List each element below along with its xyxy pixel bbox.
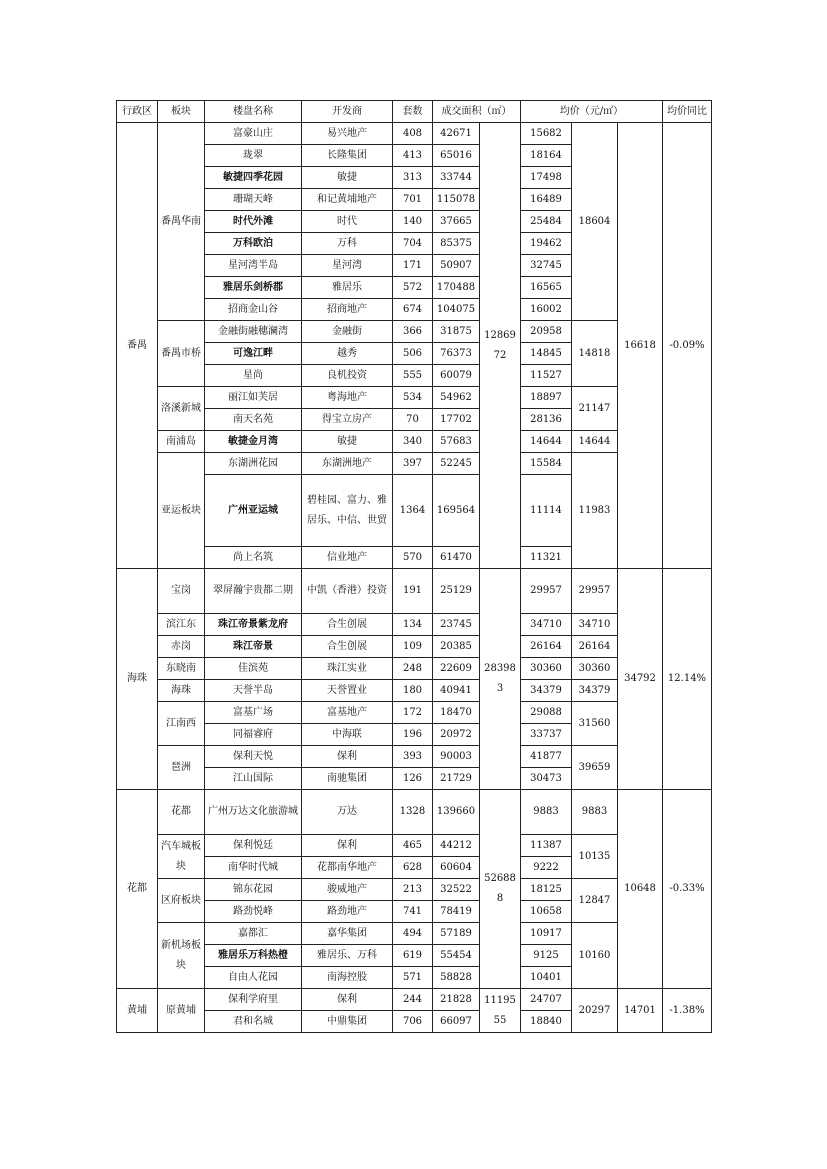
area-cell: 31875 bbox=[433, 321, 480, 343]
area-cell: 90003 bbox=[433, 746, 480, 768]
table-row bbox=[117, 123, 712, 145]
project-name-cell: 佳滨苑 bbox=[205, 658, 302, 680]
project-name-cell: 时代外滩 bbox=[205, 211, 302, 233]
developer-cell: 碧桂园、富力、雅居乐、中信、世贸 bbox=[302, 475, 393, 547]
units-cell: 413 bbox=[393, 145, 433, 167]
area-cell: 85375 bbox=[433, 233, 480, 255]
units-cell: 619 bbox=[393, 945, 433, 967]
project-price-cell: 18897 bbox=[521, 387, 572, 409]
area-cell: 54962 bbox=[433, 387, 480, 409]
area-cell: 76373 bbox=[433, 343, 480, 365]
units-cell: 191 bbox=[393, 569, 433, 614]
block-avg-price-cell: 12847 bbox=[572, 879, 618, 923]
project-name-cell: 江山国际 bbox=[205, 768, 302, 790]
units-cell: 140 bbox=[393, 211, 433, 233]
block-cell: 琶洲 bbox=[158, 746, 205, 790]
units-cell: 134 bbox=[393, 614, 433, 636]
project-price-cell: 16489 bbox=[521, 189, 572, 211]
project-price-cell: 17498 bbox=[521, 167, 572, 189]
project-name-cell: 自由人花园 bbox=[205, 967, 302, 989]
area-cell: 42671 bbox=[433, 123, 480, 145]
area-cell: 61470 bbox=[433, 547, 480, 569]
block-cell: 番禺市桥 bbox=[158, 321, 205, 387]
developer-cell: 易兴地产 bbox=[302, 123, 393, 145]
block-avg-price-cell: 20297 bbox=[572, 989, 618, 1033]
developer-cell: 花都南华地产 bbox=[302, 857, 393, 879]
block-cell: 海珠 bbox=[158, 680, 205, 702]
developer-cell: 珠江实业 bbox=[302, 658, 393, 680]
header-avg-price: 均价（元/㎡） bbox=[521, 101, 663, 123]
units-cell: 1364 bbox=[393, 475, 433, 547]
header-units: 套数 bbox=[393, 101, 433, 123]
area-cell: 40941 bbox=[433, 680, 480, 702]
units-cell: 397 bbox=[393, 453, 433, 475]
developer-cell: 越秀 bbox=[302, 343, 393, 365]
header-block: 板块 bbox=[158, 101, 205, 123]
project-name-cell: 君和名城 bbox=[205, 1011, 302, 1033]
project-price-cell: 41877 bbox=[521, 746, 572, 768]
units-cell: 180 bbox=[393, 680, 433, 702]
units-cell: 244 bbox=[393, 989, 433, 1011]
project-price-cell: 24707 bbox=[521, 989, 572, 1011]
block-cell: 赤岗 bbox=[158, 636, 205, 658]
header-district: 行政区 bbox=[117, 101, 158, 123]
project-name-cell: 金融街融穗澜湾 bbox=[205, 321, 302, 343]
units-cell: 704 bbox=[393, 233, 433, 255]
units-cell: 674 bbox=[393, 299, 433, 321]
units-cell: 628 bbox=[393, 857, 433, 879]
developer-cell: 和记黄埔地产 bbox=[302, 189, 393, 211]
project-price-cell: 11321 bbox=[521, 547, 572, 569]
header-developer: 开发商 bbox=[302, 101, 393, 123]
project-price-cell: 32745 bbox=[521, 255, 572, 277]
district-yoy-cell: -1.38% bbox=[663, 989, 712, 1033]
project-name-cell: 保利悦廷 bbox=[205, 835, 302, 857]
units-cell: 313 bbox=[393, 167, 433, 189]
project-name-cell: 敏捷金月湾 bbox=[205, 431, 302, 453]
project-price-cell: 18840 bbox=[521, 1011, 572, 1033]
project-name-cell: 南天名苑 bbox=[205, 409, 302, 431]
block-cell: 原黄埔 bbox=[158, 989, 205, 1033]
block-cell: 滨江东 bbox=[158, 614, 205, 636]
block-cell: 南浦岛 bbox=[158, 431, 205, 453]
project-price-cell: 9222 bbox=[521, 857, 572, 879]
district-area-total-cell: 1119555 bbox=[480, 989, 521, 1033]
district-avg-price-cell: 14701 bbox=[618, 989, 663, 1033]
district-cell: 黄埔 bbox=[117, 989, 158, 1033]
developer-cell: 南海控股 bbox=[302, 967, 393, 989]
units-cell: 494 bbox=[393, 923, 433, 945]
project-name-cell: 敏捷四季花园 bbox=[205, 167, 302, 189]
block-avg-price-cell: 11983 bbox=[572, 453, 618, 569]
project-price-cell: 20958 bbox=[521, 321, 572, 343]
developer-cell: 合生创展 bbox=[302, 636, 393, 658]
project-price-cell: 34379 bbox=[521, 680, 572, 702]
project-price-cell: 14644 bbox=[521, 431, 572, 453]
block-avg-price-cell: 34379 bbox=[572, 680, 618, 702]
district-yoy-cell: 12.14% bbox=[663, 569, 712, 790]
project-name-cell: 招商金山谷 bbox=[205, 299, 302, 321]
block-avg-price-cell: 39659 bbox=[572, 746, 618, 790]
district-yoy-cell: -0.33% bbox=[663, 790, 712, 989]
district-avg-price-cell: 10648 bbox=[618, 790, 663, 989]
units-cell: 408 bbox=[393, 123, 433, 145]
developer-cell: 得宝立房产 bbox=[302, 409, 393, 431]
units-cell: 126 bbox=[393, 768, 433, 790]
project-price-cell: 9125 bbox=[521, 945, 572, 967]
project-name-cell: 万科欧泊 bbox=[205, 233, 302, 255]
area-cell: 60079 bbox=[433, 365, 480, 387]
developer-cell: 雅居乐、万科 bbox=[302, 945, 393, 967]
block-avg-price-cell: 26164 bbox=[572, 636, 618, 658]
units-cell: 109 bbox=[393, 636, 433, 658]
district-cell: 花都 bbox=[117, 790, 158, 989]
area-cell: 60604 bbox=[433, 857, 480, 879]
table-row bbox=[117, 989, 712, 1011]
area-cell: 21729 bbox=[433, 768, 480, 790]
project-name-cell: 路劲悦峰 bbox=[205, 901, 302, 923]
units-cell: 1328 bbox=[393, 790, 433, 835]
block-avg-price-cell: 10160 bbox=[572, 923, 618, 989]
units-cell: 248 bbox=[393, 658, 433, 680]
developer-cell: 长隆集团 bbox=[302, 145, 393, 167]
block-avg-price-cell: 29957 bbox=[572, 569, 618, 614]
header-area: 成交面积（㎡） bbox=[433, 101, 521, 123]
developer-cell: 中凯（香港）投资 bbox=[302, 569, 393, 614]
district-yoy-cell: -0.09% bbox=[663, 123, 712, 569]
units-cell: 706 bbox=[393, 1011, 433, 1033]
block-avg-price-cell: 14644 bbox=[572, 431, 618, 453]
units-cell: 366 bbox=[393, 321, 433, 343]
area-cell: 57683 bbox=[433, 431, 480, 453]
developer-cell: 东湖洲地产 bbox=[302, 453, 393, 475]
district-cell: 海珠 bbox=[117, 569, 158, 790]
developer-cell: 雅居乐 bbox=[302, 277, 393, 299]
district-area-total-cell: 526888 bbox=[480, 790, 521, 989]
project-name-cell: 珑翠 bbox=[205, 145, 302, 167]
project-price-cell: 29957 bbox=[521, 569, 572, 614]
block-avg-price-cell: 30360 bbox=[572, 658, 618, 680]
block-cell: 番禺华南 bbox=[158, 123, 205, 321]
project-price-cell: 18125 bbox=[521, 879, 572, 901]
area-cell: 20385 bbox=[433, 636, 480, 658]
area-cell: 17702 bbox=[433, 409, 480, 431]
project-price-cell: 14845 bbox=[521, 343, 572, 365]
units-cell: 171 bbox=[393, 255, 433, 277]
developer-cell: 万科 bbox=[302, 233, 393, 255]
units-cell: 172 bbox=[393, 702, 433, 724]
project-price-cell: 29088 bbox=[521, 702, 572, 724]
block-cell: 江南西 bbox=[158, 702, 205, 746]
units-cell: 213 bbox=[393, 879, 433, 901]
units-cell: 572 bbox=[393, 277, 433, 299]
project-name-cell: 星河湾半岛 bbox=[205, 255, 302, 277]
area-cell: 22609 bbox=[433, 658, 480, 680]
block-avg-price-cell: 21147 bbox=[572, 387, 618, 431]
project-name-cell: 保利天悦 bbox=[205, 746, 302, 768]
block-cell: 花都 bbox=[158, 790, 205, 835]
project-name-cell: 星尚 bbox=[205, 365, 302, 387]
area-cell: 104075 bbox=[433, 299, 480, 321]
units-cell: 196 bbox=[393, 724, 433, 746]
developer-cell: 时代 bbox=[302, 211, 393, 233]
district-avg-price-cell: 16618 bbox=[618, 123, 663, 569]
developer-cell: 敏捷 bbox=[302, 167, 393, 189]
developer-cell: 保利 bbox=[302, 989, 393, 1011]
developer-cell: 中海联 bbox=[302, 724, 393, 746]
area-cell: 55454 bbox=[433, 945, 480, 967]
developer-cell: 星河湾 bbox=[302, 255, 393, 277]
block-cell: 东晓南 bbox=[158, 658, 205, 680]
block-cell: 洛溪新城 bbox=[158, 387, 205, 431]
header-yoy: 均价同比 bbox=[663, 101, 712, 123]
area-cell: 139660 bbox=[433, 790, 480, 835]
project-name-cell: 同福睿府 bbox=[205, 724, 302, 746]
area-cell: 18470 bbox=[433, 702, 480, 724]
project-price-cell: 10658 bbox=[521, 901, 572, 923]
developer-cell: 粤海地产 bbox=[302, 387, 393, 409]
developer-cell: 合生创展 bbox=[302, 614, 393, 636]
units-cell: 555 bbox=[393, 365, 433, 387]
project-name-cell: 珠江帝景 bbox=[205, 636, 302, 658]
block-avg-price-cell: 18604 bbox=[572, 123, 618, 321]
project-price-cell: 26164 bbox=[521, 636, 572, 658]
project-name-cell: 雅居乐万科热橙 bbox=[205, 945, 302, 967]
table-row bbox=[117, 569, 712, 614]
district-area-total-cell: 283983 bbox=[480, 569, 521, 790]
block-avg-price-cell: 10135 bbox=[572, 835, 618, 879]
area-cell: 52245 bbox=[433, 453, 480, 475]
developer-cell: 万达 bbox=[302, 790, 393, 835]
units-cell: 571 bbox=[393, 967, 433, 989]
developer-cell: 路劲地产 bbox=[302, 901, 393, 923]
area-cell: 169564 bbox=[433, 475, 480, 547]
block-cell: 亚运板块 bbox=[158, 453, 205, 569]
project-price-cell: 16002 bbox=[521, 299, 572, 321]
developer-cell: 骏威地产 bbox=[302, 879, 393, 901]
developer-cell: 南驰集团 bbox=[302, 768, 393, 790]
area-cell: 115078 bbox=[433, 189, 480, 211]
developer-cell: 金融街 bbox=[302, 321, 393, 343]
project-name-cell: 珠江帝景紫龙府 bbox=[205, 614, 302, 636]
area-cell: 33744 bbox=[433, 167, 480, 189]
units-cell: 701 bbox=[393, 189, 433, 211]
units-cell: 534 bbox=[393, 387, 433, 409]
units-cell: 340 bbox=[393, 431, 433, 453]
block-cell: 新机场板块 bbox=[158, 923, 205, 989]
area-cell: 32522 bbox=[433, 879, 480, 901]
developer-cell: 富基地产 bbox=[302, 702, 393, 724]
project-name-cell: 珊瑚天峰 bbox=[205, 189, 302, 211]
area-cell: 37665 bbox=[433, 211, 480, 233]
developer-cell: 保利 bbox=[302, 746, 393, 768]
project-price-cell: 30360 bbox=[521, 658, 572, 680]
project-price-cell: 25484 bbox=[521, 211, 572, 233]
project-price-cell: 11114 bbox=[521, 475, 572, 547]
area-cell: 20972 bbox=[433, 724, 480, 746]
project-price-cell: 28136 bbox=[521, 409, 572, 431]
project-name-cell: 富豪山庄 bbox=[205, 123, 302, 145]
developer-cell: 中鼎集团 bbox=[302, 1011, 393, 1033]
area-cell: 21828 bbox=[433, 989, 480, 1011]
project-name-cell: 可逸江畔 bbox=[205, 343, 302, 365]
developer-cell: 嘉华集团 bbox=[302, 923, 393, 945]
developer-cell: 招商地产 bbox=[302, 299, 393, 321]
project-price-cell: 11527 bbox=[521, 365, 572, 387]
project-name-cell: 南华时代城 bbox=[205, 857, 302, 879]
project-name-cell: 尚上名筑 bbox=[205, 547, 302, 569]
area-cell: 58828 bbox=[433, 967, 480, 989]
project-price-cell: 11387 bbox=[521, 835, 572, 857]
project-price-cell: 15682 bbox=[521, 123, 572, 145]
block-avg-price-cell: 9883 bbox=[572, 790, 618, 835]
project-price-cell: 34710 bbox=[521, 614, 572, 636]
project-name-cell: 雅居乐剑桥郡 bbox=[205, 277, 302, 299]
units-cell: 741 bbox=[393, 901, 433, 923]
area-cell: 44212 bbox=[433, 835, 480, 857]
block-avg-price-cell: 31560 bbox=[572, 702, 618, 746]
project-price-cell: 18164 bbox=[521, 145, 572, 167]
block-cell: 宝岗 bbox=[158, 569, 205, 614]
developer-cell: 敏捷 bbox=[302, 431, 393, 453]
header-project: 楼盘名称 bbox=[205, 101, 302, 123]
project-name-cell: 锦东花园 bbox=[205, 879, 302, 901]
project-name-cell: 翠屏瀚宇贵都二期 bbox=[205, 569, 302, 614]
developer-cell: 天誉置业 bbox=[302, 680, 393, 702]
project-name-cell: 富基广场 bbox=[205, 702, 302, 724]
area-cell: 66097 bbox=[433, 1011, 480, 1033]
block-avg-price-cell: 34710 bbox=[572, 614, 618, 636]
project-name-cell: 嘉都汇 bbox=[205, 923, 302, 945]
area-cell: 50907 bbox=[433, 255, 480, 277]
project-price-cell: 33737 bbox=[521, 724, 572, 746]
project-price-cell: 30473 bbox=[521, 768, 572, 790]
units-cell: 393 bbox=[393, 746, 433, 768]
district-avg-price-cell: 34792 bbox=[618, 569, 663, 790]
units-cell: 506 bbox=[393, 343, 433, 365]
block-cell: 区府板块 bbox=[158, 879, 205, 923]
district-area-total-cell: 1286972 bbox=[480, 123, 521, 569]
units-cell: 70 bbox=[393, 409, 433, 431]
project-name-cell: 广州万达文化旅游城 bbox=[205, 790, 302, 835]
project-name-cell: 保利学府里 bbox=[205, 989, 302, 1011]
block-cell: 汽车城板块 bbox=[158, 835, 205, 879]
project-name-cell: 广州亚运城 bbox=[205, 475, 302, 547]
units-cell: 570 bbox=[393, 547, 433, 569]
block-avg-price-cell: 14818 bbox=[572, 321, 618, 387]
project-price-cell: 15584 bbox=[521, 453, 572, 475]
table-row bbox=[117, 790, 712, 835]
sales-table-body bbox=[117, 101, 712, 1033]
sales-table bbox=[116, 100, 712, 1033]
project-price-cell: 19462 bbox=[521, 233, 572, 255]
project-price-cell: 16565 bbox=[521, 277, 572, 299]
developer-cell: 信业地产 bbox=[302, 547, 393, 569]
developer-cell: 良机投资 bbox=[302, 365, 393, 387]
project-price-cell: 10917 bbox=[521, 923, 572, 945]
project-name-cell: 天誉半岛 bbox=[205, 680, 302, 702]
area-cell: 78419 bbox=[433, 901, 480, 923]
area-cell: 25129 bbox=[433, 569, 480, 614]
area-cell: 23745 bbox=[433, 614, 480, 636]
project-price-cell: 9883 bbox=[521, 790, 572, 835]
project-name-cell: 东湖洲花园 bbox=[205, 453, 302, 475]
project-price-cell: 10401 bbox=[521, 967, 572, 989]
units-cell: 465 bbox=[393, 835, 433, 857]
area-cell: 170488 bbox=[433, 277, 480, 299]
developer-cell: 保利 bbox=[302, 835, 393, 857]
area-cell: 57189 bbox=[433, 923, 480, 945]
project-name-cell: 丽江如芙居 bbox=[205, 387, 302, 409]
district-cell: 番禺 bbox=[117, 123, 158, 569]
area-cell: 65016 bbox=[433, 145, 480, 167]
